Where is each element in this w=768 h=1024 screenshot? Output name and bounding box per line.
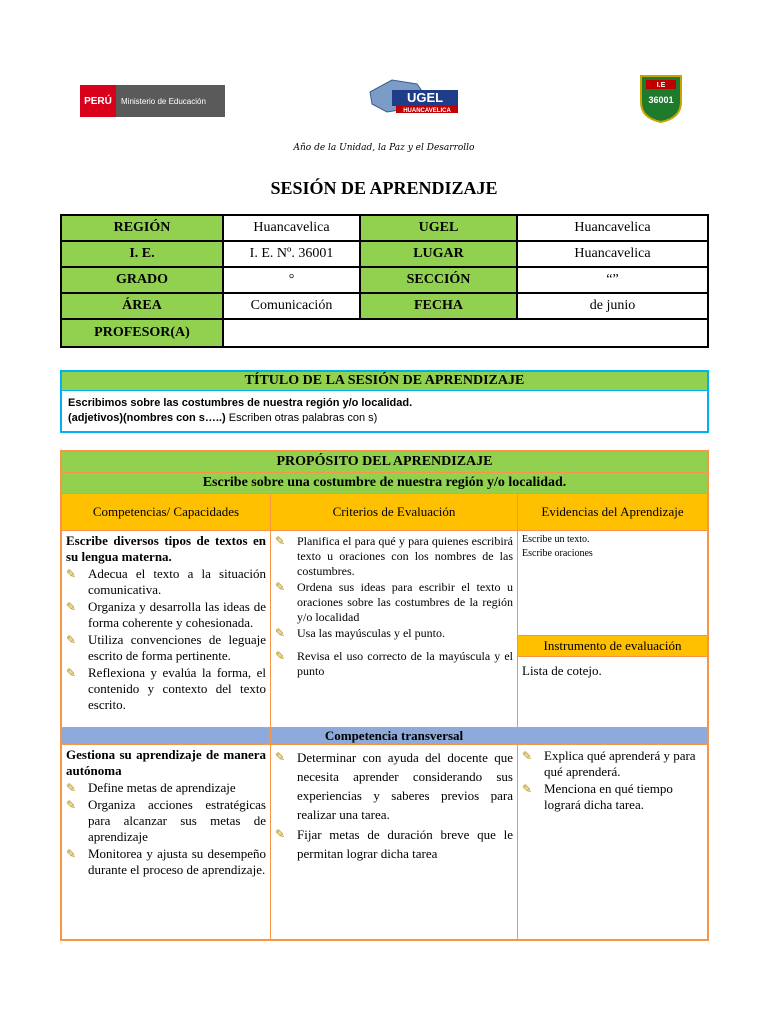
criterio-item: ✎ Planifica el para qué y para quienes escribirá texto u oraciones con los nombres de las costumbres. bbox=[275, 534, 513, 578]
transversal-criterio: ✎ Fijar metas de duración breve que le permitan lograr dicha tarea bbox=[275, 827, 513, 861]
capacidad-item: ✎ Reflexiona y evalúa la forma, el contenido y contexto del texto escrito. bbox=[66, 665, 266, 712]
transversal-cell bbox=[61, 745, 271, 941]
region-label: REGIÓN bbox=[61, 215, 223, 241]
pencil-icon: ✎ bbox=[66, 781, 77, 795]
pencil-icon: ✎ bbox=[275, 534, 286, 548]
pencil-icon: ✎ bbox=[66, 798, 77, 812]
seccion-value: “” bbox=[517, 267, 708, 293]
ministerio-logo bbox=[80, 85, 225, 117]
pencil-icon: ✎ bbox=[275, 580, 286, 594]
col-competencias: Competencias/ Capacidades bbox=[61, 494, 271, 531]
transversal-evidencia: ✎ Menciona en qué tiempo logrará dicha tarea. bbox=[522, 781, 673, 812]
pencil-icon: ✎ bbox=[522, 749, 533, 763]
session-title-header: TÍTULO DE LA SESIÓN DE APRENDIZAJE bbox=[61, 371, 708, 391]
purpose-header: PROPÓSITO DEL APRENDIZAJE bbox=[61, 451, 708, 473]
transversal-capacidad: ✎ Monitorea y ajusta su desempeño durante el proceso de aprendizaje. bbox=[66, 846, 266, 877]
session-title-line1: Escribimos sobre las costumbres de nuestra región y/o localidad. bbox=[68, 397, 413, 409]
fecha-label: FECHA bbox=[360, 293, 517, 319]
instrumento-label: Instrumento de evaluación bbox=[518, 636, 709, 657]
ugel-logo-sub: HUANCAVELICA bbox=[403, 108, 451, 114]
school-shield-logo bbox=[638, 72, 684, 124]
ministry-name: Ministerio de Educación bbox=[121, 96, 206, 106]
transversal-criterio: ✎ Determinar con ayuda del docente que necesita aprender considerando sus experiencias y saberes previos para realizar una tarea. bbox=[275, 750, 513, 822]
area-value: Comunicación bbox=[223, 293, 360, 319]
evidencia-item: Escribe un texto. bbox=[522, 534, 590, 545]
pencil-icon: ✎ bbox=[66, 666, 77, 680]
competencia-title: Escribe diversos tipos de textos en su lengua materna. bbox=[66, 533, 266, 564]
peru-label: PERÚ bbox=[80, 85, 116, 117]
ugel-logo bbox=[362, 72, 462, 118]
profesor-label: PROFESOR(A) bbox=[61, 319, 223, 347]
session-title-line2-rest: Escriben otras palabras con s) bbox=[225, 412, 378, 424]
lugar-value: Huancavelica bbox=[517, 241, 708, 267]
pencil-icon: ✎ bbox=[275, 626, 286, 640]
session-title-body bbox=[61, 391, 708, 433]
pencil-icon: ✎ bbox=[66, 847, 77, 861]
ie-label: I. E. bbox=[61, 241, 223, 267]
school-logo-code: 36001 bbox=[648, 95, 674, 105]
pencil-icon: ✎ bbox=[522, 782, 533, 796]
capacidad-item: ✎ Adecua el texto a la situación comunicativa. bbox=[66, 566, 266, 597]
ie-value: I. E. Nº. 36001 bbox=[223, 241, 360, 267]
region-value: Huancavelica bbox=[223, 215, 360, 241]
pencil-icon: ✎ bbox=[275, 649, 286, 663]
pencil-icon: ✎ bbox=[275, 750, 286, 764]
transversal-evidencia: ✎ Explica qué aprenderá y para qué aprenderá. bbox=[522, 748, 696, 779]
page-title: SESIÓN DE APRENDIZAJE bbox=[270, 178, 498, 198]
transversal-label: Competencia transversal bbox=[271, 728, 518, 745]
instrumento-value: Lista de cotejo. bbox=[522, 663, 602, 679]
lugar-label: LUGAR bbox=[360, 241, 517, 267]
grado-label: GRADO bbox=[61, 267, 223, 293]
evidencias-cell bbox=[518, 531, 709, 636]
session-title-line2-bold: (adjetivos)(nombres con s…..) bbox=[68, 412, 226, 424]
capacidad-item: ✎ Organiza y desarrolla las ideas de forma coherente y cohesionada. bbox=[66, 599, 266, 630]
competencias-cell bbox=[61, 531, 271, 728]
area-label: ÁREA bbox=[61, 293, 223, 319]
purpose-table bbox=[60, 450, 709, 941]
seccion-label: SECCIÓN bbox=[360, 267, 517, 293]
transversal-capacidad: ✎ Organiza acciones estratégicas para alcanzar sus metas de aprendizaje bbox=[66, 797, 266, 844]
criterio-item: ✎ Usa las mayúsculas y el punto. bbox=[275, 626, 445, 640]
transversal-spacer-right bbox=[518, 728, 709, 745]
pencil-icon: ✎ bbox=[275, 827, 286, 841]
info-table bbox=[60, 214, 709, 348]
instrumento-cell bbox=[518, 657, 709, 728]
transversal-capacidad: ✎ Define metas de aprendizaje bbox=[66, 780, 236, 795]
ugel-logo-text: UGEL bbox=[406, 90, 444, 105]
profesor-value bbox=[223, 319, 708, 347]
evidencia-item: Escribe oraciones bbox=[522, 548, 593, 559]
criterio-item: ✎ Revisa el uso correcto de la mayúscula y el punto bbox=[275, 649, 513, 678]
col-evidencias: Evidencias del Aprendizaje bbox=[518, 494, 709, 531]
col-criterios: Criterios de Evaluación bbox=[271, 494, 518, 531]
ugel-label: UGEL bbox=[360, 215, 517, 241]
transversal-evidencias-cell bbox=[518, 745, 709, 941]
pencil-icon: ✎ bbox=[66, 600, 77, 614]
transversal-criterios-cell bbox=[271, 745, 518, 941]
grado-value: ° bbox=[223, 267, 360, 293]
purpose-subheader: Escribe sobre una costumbre de nuestra región y/o localidad. bbox=[61, 473, 708, 494]
fecha-value: de junio bbox=[517, 293, 708, 319]
pencil-icon: ✎ bbox=[66, 633, 77, 647]
capacidad-item: ✎ Utiliza convenciones de leguaje escrito de forma pertinente. bbox=[66, 632, 266, 663]
pencil-icon: ✎ bbox=[66, 567, 77, 581]
criterios-cell bbox=[271, 531, 518, 728]
ugel-value: Huancavelica bbox=[517, 215, 708, 241]
year-motto: Año de la Unidad, la Paz y el Desarrollo bbox=[293, 143, 475, 153]
transversal-spacer-left bbox=[61, 728, 271, 745]
criterio-item: ✎ Ordena sus ideas para escribir el texto u oraciones sobre las costumbres de la región y/o localidad bbox=[275, 580, 513, 624]
school-logo-ie: I.E bbox=[656, 82, 666, 89]
session-title-table bbox=[60, 370, 709, 433]
transversal-title: Gestiona su aprendizaje de manera autónoma bbox=[66, 747, 266, 778]
